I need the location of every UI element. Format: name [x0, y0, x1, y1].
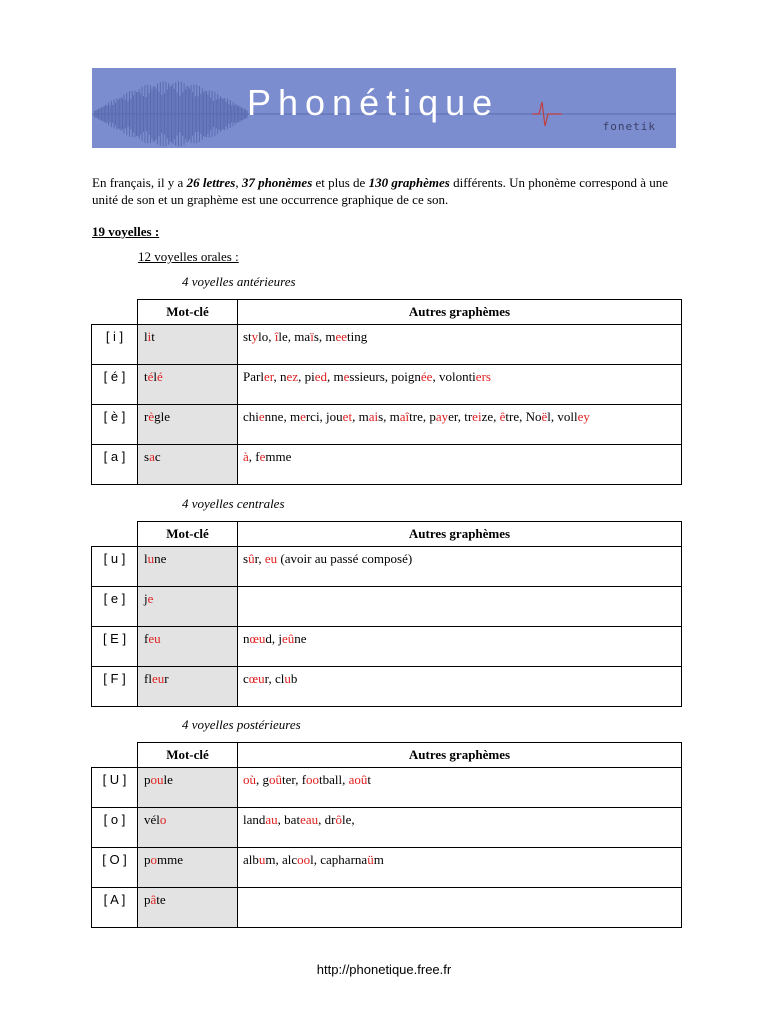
phoneme-symbol: [ O ]: [92, 848, 138, 888]
grapheme-highlight: ay: [435, 409, 449, 424]
grapheme-highlight: ê: [499, 409, 506, 424]
table-header-row: [92, 743, 682, 768]
banner-title: Phonétique: [247, 82, 500, 123]
keyword-cell: [138, 405, 238, 445]
grapheme-highlight: aî: [399, 409, 410, 424]
phoneme-symbol: [ U ]: [92, 768, 138, 808]
grapheme-text: r,: [254, 551, 265, 566]
table-row: [92, 325, 682, 365]
keyword-cell: [138, 445, 238, 485]
grapheme-text: , g: [256, 772, 269, 787]
header-keyword: Mot-clé: [138, 522, 238, 547]
intro-text: En français, il y a: [92, 175, 187, 190]
grapheme-highlight: ë: [541, 409, 548, 424]
other-graphemes-cell: [238, 445, 682, 485]
header-blank: [92, 743, 138, 768]
grapheme-text: le,: [341, 812, 355, 827]
grapheme-highlight: eu: [148, 631, 161, 646]
grapheme-highlight: ï: [310, 329, 314, 344]
other-graphemes-cell: [238, 325, 682, 365]
grapheme-highlight: ey: [577, 409, 590, 424]
grapheme-text: c: [243, 671, 249, 686]
table-central-vowels: [91, 521, 682, 707]
grapheme-highlight: î: [274, 329, 279, 344]
grapheme-text: l: [153, 369, 158, 384]
grapheme-highlight: é: [147, 369, 154, 384]
grapheme-text: ne: [294, 631, 307, 646]
grapheme-highlight: u: [258, 852, 266, 867]
grapheme-text: chi: [243, 409, 259, 424]
keyword-cell: [138, 768, 238, 808]
phoneme-symbol: [ è ]: [92, 405, 138, 445]
grapheme-text: , m: [352, 409, 369, 424]
grapheme-text: , pi: [298, 369, 315, 384]
phoneme-symbol: [ é ]: [92, 365, 138, 405]
header-other-graphemes: Autres graphèmes: [238, 300, 682, 325]
grapheme-text: Parl: [243, 369, 264, 384]
grapheme-text: fl: [144, 671, 152, 686]
header-keyword: Mot-clé: [138, 743, 238, 768]
keyword-cell: [138, 627, 238, 667]
grapheme-highlight: è: [148, 409, 155, 424]
phoneme-symbol: [ a ]: [92, 445, 138, 485]
grapheme-text: land: [243, 812, 266, 827]
table-row: [92, 587, 682, 627]
keyword-cell: [138, 325, 238, 365]
table-posterior-vowels: [91, 742, 682, 928]
grapheme-highlight: o: [150, 852, 157, 867]
grapheme-highlight: ers: [475, 369, 491, 384]
grapheme-highlight: û: [248, 551, 255, 566]
keyword-cell: [138, 667, 238, 707]
keyword-cell: [138, 888, 238, 928]
grapheme-highlight: ü: [367, 852, 374, 867]
grapheme-highlight: y: [251, 329, 259, 344]
grapheme-highlight: o: [159, 812, 167, 827]
grapheme-highlight: aoû: [348, 772, 368, 787]
other-graphemes-cell: [238, 405, 682, 445]
grapheme-highlight: œu: [248, 671, 265, 686]
grapheme-text: t: [144, 369, 148, 384]
other-graphemes-cell: [238, 587, 682, 627]
grapheme-highlight: u: [284, 671, 291, 686]
grapheme-highlight: ai: [368, 409, 379, 424]
table-row: [92, 547, 682, 587]
grapheme-text: t: [367, 772, 372, 787]
other-graphemes-cell: [238, 808, 682, 848]
grapheme-text: p: [144, 892, 151, 907]
group-title-central: 4 voyelles centrales: [182, 496, 285, 511]
grapheme-text: r: [144, 409, 149, 424]
grapheme-text: r: [164, 671, 169, 686]
banner-subtitle: fonetik: [602, 120, 656, 133]
keyword-cell: [138, 808, 238, 848]
grapheme-text: r, cl: [264, 671, 285, 686]
grapheme-text: n: [243, 631, 250, 646]
grapheme-text: , volonti: [432, 369, 476, 384]
table-row: [92, 888, 682, 928]
header-keyword: Mot-clé: [138, 300, 238, 325]
other-graphemes-cell: [238, 768, 682, 808]
other-graphemes-cell: [238, 627, 682, 667]
grapheme-text: ze,: [481, 409, 500, 424]
intro-phonemes: 37 phonèmes: [241, 175, 313, 190]
grapheme-text: l: [144, 329, 148, 344]
grapheme-highlight: et: [342, 409, 353, 424]
section-title: 19 voyelles :: [92, 224, 160, 239]
keyword-cell: [138, 547, 238, 587]
grapheme-text: t: [151, 329, 155, 344]
grapheme-highlight: ed: [314, 369, 327, 384]
grapheme-text: s, m: [313, 329, 336, 344]
grapheme-text: (avoir au passé composé): [277, 551, 413, 566]
header-other-graphemes: Autres graphèmes: [238, 522, 682, 547]
grapheme-text: ter, f: [282, 772, 307, 787]
grapheme-highlight: er: [263, 369, 274, 384]
grapheme-text: , dr: [318, 812, 336, 827]
grapheme-text: f: [144, 631, 149, 646]
intro-graphemes: 130 graphèmes: [368, 175, 450, 190]
phoneme-symbol: [ E ]: [92, 627, 138, 667]
grapheme-text: tre, No: [505, 409, 542, 424]
intro-text: différents. Un phonème correspond à une unité de son et un graphème est une occurrence graphique de ce son.: [92, 175, 668, 207]
grapheme-text: m, alc: [265, 852, 298, 867]
grapheme-text: , bat: [277, 812, 301, 827]
group-title-anterior: 4 voyelles antérieures: [182, 274, 296, 289]
phoneme-symbol: [ i ]: [92, 325, 138, 365]
grapheme-text: , f: [248, 449, 260, 464]
other-graphemes-cell: [238, 365, 682, 405]
intro-letters: 26 lettres: [186, 175, 236, 190]
grapheme-highlight: ei: [472, 409, 482, 424]
grapheme-text: mme: [157, 852, 183, 867]
grapheme-text: le: [163, 772, 173, 787]
table-row: [92, 445, 682, 485]
grapheme-highlight: ez: [286, 369, 299, 384]
grapheme-highlight: â: [150, 892, 157, 907]
table-row: [92, 405, 682, 445]
grapheme-highlight: a: [149, 449, 155, 464]
grapheme-highlight: e: [300, 409, 306, 424]
grapheme-text: st: [243, 329, 252, 344]
grapheme-highlight: œu: [249, 631, 266, 646]
grapheme-text: tball,: [319, 772, 349, 787]
phoneme-symbol: [ o ]: [92, 808, 138, 848]
intro-paragraph: [92, 174, 682, 208]
grapheme-text: l, capharna: [310, 852, 368, 867]
grapheme-text: m: [373, 852, 384, 867]
grapheme-highlight: où: [243, 772, 256, 787]
grapheme-highlight: e: [258, 409, 265, 424]
header-blank: [92, 300, 138, 325]
grapheme-highlight: oo: [297, 852, 311, 867]
other-graphemes-cell: [238, 848, 682, 888]
table-row: [92, 848, 682, 888]
other-graphemes-cell: [238, 667, 682, 707]
grapheme-highlight: oû: [269, 772, 282, 787]
grapheme-text: tre, p: [409, 409, 436, 424]
keyword-cell: [138, 587, 238, 627]
grapheme-highlight: i: [147, 329, 152, 344]
grapheme-text: mme: [265, 449, 292, 464]
grapheme-text: vél: [144, 812, 160, 827]
grapheme-highlight: u: [147, 551, 155, 566]
grapheme-text: p: [144, 852, 151, 867]
grapheme-highlight: ée: [420, 369, 433, 384]
phoneme-symbol: [ u ]: [92, 547, 138, 587]
grapheme-text: l: [144, 551, 148, 566]
grapheme-text: er, tr: [448, 409, 473, 424]
grapheme-text: s: [243, 551, 249, 566]
grapheme-highlight: ee: [335, 329, 348, 344]
group-title-posterior: 4 voyelles postérieures: [182, 717, 301, 732]
footer-url[interactable]: http://phonetique.free.fr: [316, 962, 452, 977]
grapheme-highlight: é: [157, 369, 163, 384]
table-row: [92, 667, 682, 707]
table-row: [92, 808, 682, 848]
grapheme-highlight: eû: [282, 631, 295, 646]
grapheme-highlight: eu: [264, 551, 278, 566]
grapheme-text: te: [156, 892, 166, 907]
grapheme-highlight: e: [343, 369, 350, 384]
grapheme-text: ne: [154, 551, 167, 566]
grapheme-highlight: au: [265, 812, 278, 827]
keyword-cell: [138, 365, 238, 405]
phoneme-symbol: [ e ]: [92, 587, 138, 627]
table-row: [92, 365, 682, 405]
grapheme-text: le, ma: [278, 329, 311, 344]
grapheme-text: s, m: [378, 409, 400, 424]
grapheme-highlight: eu: [151, 671, 165, 686]
header-blank: [92, 522, 138, 547]
grapheme-text: b: [290, 671, 298, 686]
phoneme-symbol: [ A ]: [92, 888, 138, 928]
grapheme-text: nne, m: [264, 409, 301, 424]
other-graphemes-cell: [238, 547, 682, 587]
grapheme-text: s: [144, 449, 150, 464]
subsection-title: 12 voyelles orales :: [138, 249, 239, 264]
table-anterior-vowels: [91, 299, 682, 485]
intro-text: ,: [235, 175, 242, 190]
grapheme-text: p: [144, 772, 151, 787]
table-row: [92, 627, 682, 667]
grapheme-text: lo,: [258, 329, 275, 344]
grapheme-highlight: e: [259, 449, 266, 464]
grapheme-text: j: [144, 591, 148, 606]
grapheme-highlight: e: [147, 591, 154, 606]
grapheme-text: ting: [347, 329, 368, 344]
grapheme-text: c: [154, 449, 161, 464]
grapheme-text: l, voll: [547, 409, 578, 424]
grapheme-highlight: eau: [300, 812, 319, 827]
grapheme-highlight: ou: [150, 772, 164, 787]
grapheme-highlight: ô: [335, 812, 342, 827]
grapheme-highlight: oo: [306, 772, 320, 787]
header-other-graphemes: Autres graphèmes: [238, 743, 682, 768]
grapheme-text: ssieurs, poign: [349, 369, 421, 384]
intro-text: et plus de: [312, 175, 369, 190]
grapheme-highlight: à: [243, 449, 249, 464]
keyword-cell: [138, 848, 238, 888]
grapheme-text: alb: [243, 852, 259, 867]
table-row: [92, 768, 682, 808]
grapheme-text: , n: [273, 369, 287, 384]
table-header-row: [92, 522, 682, 547]
grapheme-text: gle: [154, 409, 171, 424]
header-banner: [92, 68, 676, 148]
grapheme-text: d, j: [265, 631, 283, 646]
grapheme-text: , m: [327, 369, 344, 384]
phoneme-symbol: [ F ]: [92, 667, 138, 707]
grapheme-text: rci, jou: [305, 409, 343, 424]
table-header-row: [92, 300, 682, 325]
other-graphemes-cell: [238, 888, 682, 928]
